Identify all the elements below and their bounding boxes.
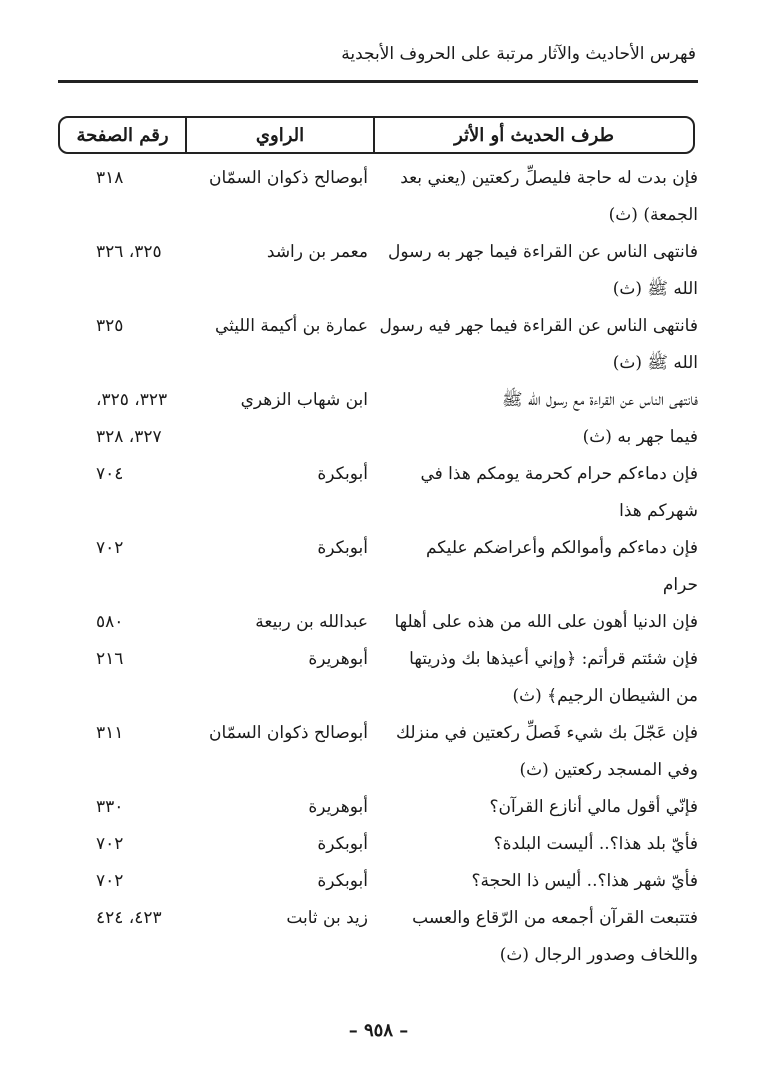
narrator: عمارة بن أكيمة الليثي xyxy=(215,316,368,336)
narrator: أبوصالح ذكوان السمّان xyxy=(208,723,368,743)
entry-line xyxy=(58,419,698,456)
entry-line xyxy=(58,530,698,567)
entry-line xyxy=(58,382,698,419)
narrator: أبوهريرة xyxy=(308,649,368,669)
entry-line xyxy=(58,641,698,678)
entry-line xyxy=(58,752,698,789)
hadith-text: الجمعة) (ث) xyxy=(608,205,698,225)
entry-line xyxy=(58,234,698,271)
column-narrator-header: الراوي xyxy=(185,118,373,152)
narrator: أبوبكرة xyxy=(317,871,368,891)
entry-line xyxy=(58,715,698,752)
entry-line xyxy=(58,456,698,493)
running-head: فهرس الأحاديث والآثار مرتبة على الحروف الأبجدية xyxy=(341,44,696,64)
hadith-text: فإن عَجّلَ بك شيء فَصلِّ ركعتين في منزلك xyxy=(396,723,698,743)
narrator: أبوبكرة xyxy=(317,464,368,484)
hadith-text: فيما جهر به (ث) xyxy=(582,427,698,447)
column-hadith-header: طرف الحديث أو الأثر xyxy=(373,118,693,152)
page-reference: ٣٣٠ xyxy=(96,797,124,817)
hadith-text: فأيّ بلد هذا؟.. أليست البلدة؟ xyxy=(493,834,698,854)
index-entry xyxy=(58,234,698,308)
entry-line xyxy=(58,937,698,974)
page-reference: ٥٨٠ xyxy=(96,612,124,632)
narrator: عبدالله بن ربيعة xyxy=(255,612,368,632)
entry-line xyxy=(58,567,698,604)
page-reference: ٣٢٥ xyxy=(96,316,124,336)
entry-line xyxy=(58,789,698,826)
entry-line xyxy=(58,826,698,863)
index-entry xyxy=(58,382,698,456)
index-entry xyxy=(58,160,698,234)
hadith-text: فإن بدت له حاجة فليصلِّ ركعتين (يعني بعد xyxy=(400,168,698,188)
hadith-text: فإن دماءكم حرام كحرمة يومكم هذا في xyxy=(420,464,698,484)
page-reference: ٧٠٢ xyxy=(96,538,124,558)
hadith-text: شهركم هذا xyxy=(619,501,698,521)
index-entry xyxy=(58,863,698,900)
entry-line xyxy=(58,160,698,197)
narrator: أبوهريرة xyxy=(308,797,368,817)
entry-line xyxy=(58,863,698,900)
column-header xyxy=(58,116,695,154)
page-reference: ٧٠٢ xyxy=(96,871,124,891)
page-reference: ٤٢٣، ٤٢٤ xyxy=(96,908,162,928)
narrator: أبوبكرة xyxy=(317,834,368,854)
hadith-text: فإن شئتم قرأتم: ﴿وإني أعيذها بك وذريتها xyxy=(409,649,698,669)
index-entry xyxy=(58,715,698,789)
hadith-text: حرام xyxy=(662,575,698,595)
entry-line xyxy=(58,604,698,641)
index-entry xyxy=(58,900,698,974)
index-entry xyxy=(58,456,698,530)
entry-line xyxy=(58,678,698,715)
page-reference: ٧٠٢ xyxy=(96,834,124,854)
page-reference: ٣٢٣، ٣٢٥، xyxy=(96,390,168,410)
index-entry xyxy=(58,826,698,863)
hadith-text: الله ﷺ (ث) xyxy=(612,353,698,373)
hadith-text: فانتهى الناس عن القراءة مع رسول الله ﷺ xyxy=(502,390,698,410)
page-reference: ٣١١ xyxy=(96,723,124,743)
entry-line xyxy=(58,493,698,530)
header-rule xyxy=(58,80,698,83)
page-number: – ٩٥٨ – xyxy=(348,1020,409,1041)
entry-line xyxy=(58,271,698,308)
page-reference: ٧٠٤ xyxy=(96,464,124,484)
index-entries xyxy=(58,160,698,974)
hadith-text: وفي المسجد ركعتين (ث) xyxy=(519,760,698,780)
page-reference: ٣٢٥، ٣٢٦ xyxy=(96,242,162,262)
hadith-text: واللخاف وصدور الرجال (ث) xyxy=(499,945,698,965)
hadith-text: الله ﷺ (ث) xyxy=(612,279,698,299)
index-entry xyxy=(58,308,698,382)
narrator: أبوصالح ذكوان السمّان xyxy=(208,168,368,188)
index-entry xyxy=(58,641,698,715)
narrator: ابن شهاب الزهري xyxy=(240,390,368,410)
page-reference: ٢١٦ xyxy=(96,649,124,669)
index-entry xyxy=(58,604,698,641)
hadith-text: من الشيطان الرجيم﴾ (ث) xyxy=(512,686,698,706)
hadith-text: فإن دماءكم وأموالكم وأعراضكم عليكم xyxy=(425,538,698,558)
hadith-text: فتتبعت القرآن أجمعه من الرّقاع والعسب xyxy=(412,908,698,928)
hadith-text: فإنّي أقول مالي أنازع القرآن؟ xyxy=(489,797,698,817)
column-page-header: رقم الصفحة xyxy=(76,124,169,146)
index-entry xyxy=(58,530,698,604)
page-reference: ٣١٨ xyxy=(96,168,124,188)
narrator: زيد بن ثابت xyxy=(286,908,368,928)
index-entry xyxy=(58,789,698,826)
narrator: أبوبكرة xyxy=(317,538,368,558)
entry-line xyxy=(58,197,698,234)
hadith-text: فإن الدنيا أهون على الله من هذه على أهلها xyxy=(394,612,698,632)
narrator: معمر بن راشد xyxy=(266,242,368,262)
entry-line xyxy=(58,308,698,345)
page-reference: ٣٢٧، ٣٢٨ xyxy=(96,427,162,447)
hadith-text: فأيّ شهر هذا؟.. أليس ذا الحجة؟ xyxy=(471,871,698,891)
entry-line xyxy=(58,345,698,382)
hadith-text: فانتهى الناس عن القراءة فيما جهر فيه رسول xyxy=(379,316,698,336)
entry-line xyxy=(58,900,698,937)
hadith-text: فانتهى الناس عن القراءة فيما جهر به رسول xyxy=(388,242,698,262)
